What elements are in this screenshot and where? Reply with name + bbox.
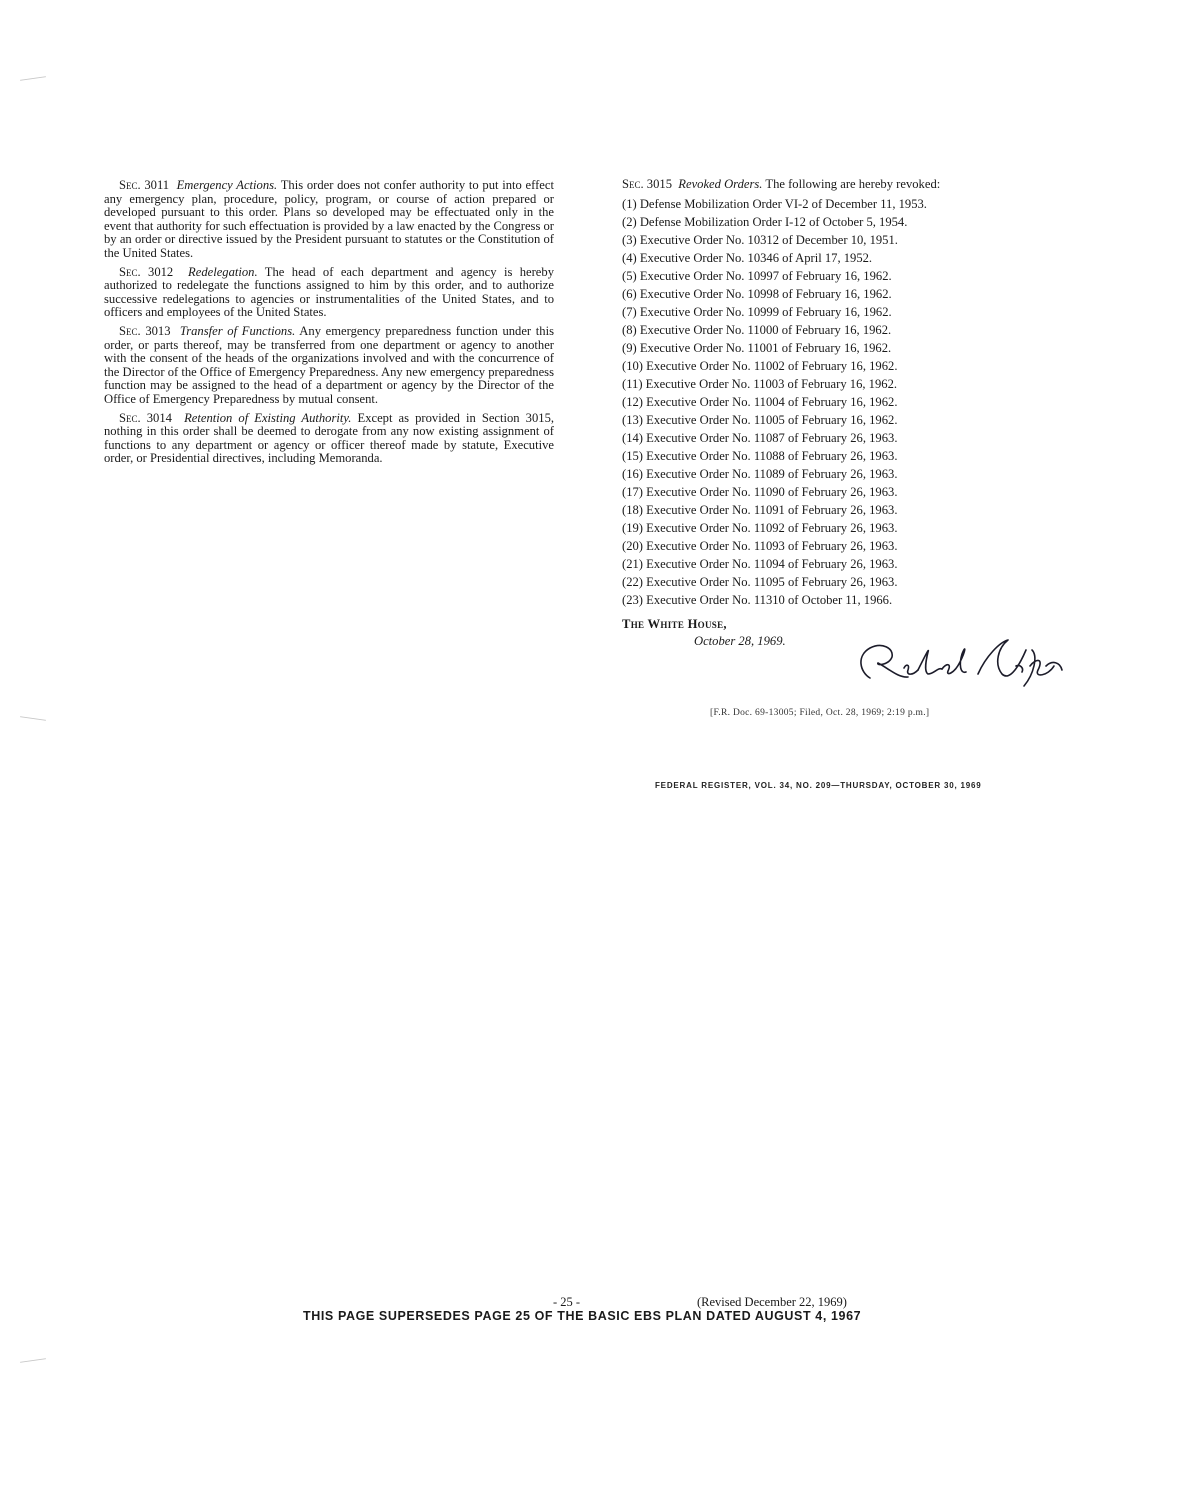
section-3014 xyxy=(104,412,554,466)
list-item: (11) Executive Order No. 11003 of February 16, 1962. xyxy=(622,377,898,391)
section-intro: The following are hereby revoked: xyxy=(765,177,941,191)
list-item: (4) Executive Order No. 10346 of April 17, 1952. xyxy=(622,251,873,265)
section-body: This order does not confer authority to put into effect any emergency plan, procedure, policy, program, or course of action prepared or developed pursuant to this order. Plans so developed may be effectuated only in the event that authority for such effectuation is provided by a law enacted by the Congress or by an order or directive issued by the President pursuant to statutes or the Constitution of the United States. xyxy=(104,178,554,260)
signature-image xyxy=(848,630,1068,692)
revoked-orders-list xyxy=(622,195,1052,609)
section-3011 xyxy=(104,179,554,261)
list-item: (20) Executive Order No. 11093 of February 26, 1963. xyxy=(622,539,898,553)
list-item: (6) Executive Order No. 10998 of February 16, 1962. xyxy=(622,287,892,301)
list-item: (19) Executive Order No. 11092 of February 26, 1963. xyxy=(622,521,898,535)
list-item: (13) Executive Order No. 11005 of February 16, 1962. xyxy=(622,413,898,427)
revision-date: (Revised December 22, 1969) xyxy=(697,1295,847,1309)
section-body: Any emergency preparedness function under this order, or parts thereof, may be transferred from one department or agency to another with the consent of the heads of the organizations involved and with the concurrence of the Director of the Office of Emergency Preparedness. Any new emergency preparedness function may be assigned to the head of a department or agency by the Director of the Office of Emergency Preparedness by mutual consent. xyxy=(104,323,554,406)
list-item: (21) Executive Order No. 11094 of February 26, 1963. xyxy=(622,557,898,571)
section-3015-heading xyxy=(622,176,1052,192)
section-number: Sec. 3011 xyxy=(119,178,170,192)
list-item: (2) Defense Mobilization Order I-12 of October 5, 1954. xyxy=(622,215,908,229)
list-item: (12) Executive Order No. 11004 of February 16, 1962. xyxy=(622,395,898,409)
section-heading: Retention of Existing Authority. xyxy=(184,410,352,425)
right-column xyxy=(622,176,1052,609)
section-number: Sec. 3014 xyxy=(119,410,172,425)
list-item: (1) Defense Mobilization Order VI-2 of December 11, 1953. xyxy=(622,197,927,211)
list-item: (14) Executive Order No. 11087 of February 26, 1963. xyxy=(622,431,898,445)
scan-mark xyxy=(20,1358,46,1363)
section-number: Sec. 3012 xyxy=(119,264,174,279)
scan-mark xyxy=(20,76,46,81)
section-number: Sec. 3015 xyxy=(622,177,672,191)
supersedes-notice: THIS PAGE SUPERSEDES PAGE 25 OF THE BASIC EBS PLAN DATED AUGUST 4, 1967 xyxy=(303,1309,862,1323)
fr-doc-line: [F.R. Doc. 69-13005; Filed, Oct. 28, 1969; 2:19 p.m.] xyxy=(710,708,930,718)
list-item: (17) Executive Order No. 11090 of February 26, 1963. xyxy=(622,485,898,499)
federal-register-footer: FEDERAL REGISTER, VOL. 34, NO. 209—THURSDAY, OCTOBER 30, 1969 xyxy=(655,781,982,790)
list-item: (7) Executive Order No. 10999 of February 16, 1962. xyxy=(622,305,892,319)
section-body: The head of each department and agency is hereby authorized to redelegate the functions assigned to him by this order, and to authorize successive redelegations to agencies or instrumentalities of the United States, and to officers and employees of the United States. xyxy=(104,264,554,320)
section-heading: Emergency Actions. xyxy=(176,178,278,192)
list-item: (16) Executive Order No. 11089 of February 26, 1963. xyxy=(622,467,898,481)
section-heading: Revoked Orders. xyxy=(678,177,763,191)
section-heading: Redelegation. xyxy=(188,264,258,279)
place-line: The White House, xyxy=(622,617,727,631)
list-item: (23) Executive Order No. 11310 of October 11, 1966. xyxy=(622,593,893,607)
scan-mark xyxy=(20,716,46,721)
section-heading: Transfer of Functions. xyxy=(179,323,296,338)
date-line: October 28, 1969. xyxy=(694,634,786,648)
section-3012 xyxy=(104,266,554,320)
list-item: (8) Executive Order No. 11000 of February 16, 1962. xyxy=(622,323,892,337)
list-item: (5) Executive Order No. 10997 of February 16, 1962. xyxy=(622,269,892,283)
list-item: (10) Executive Order No. 11002 of February 16, 1962. xyxy=(622,359,898,373)
signoff xyxy=(622,616,786,650)
section-body: Except as provided in Section 3015, nothing in this order shall be deemed to derogate from any now existing assignment of functions to any department or agency or officer thereof made by statute, Executive order, or Presidential directives, including Memoranda. xyxy=(104,410,555,466)
section-3013 xyxy=(104,325,554,407)
list-item: (18) Executive Order No. 11091 of February 26, 1963. xyxy=(622,503,898,517)
list-item: (15) Executive Order No. 11088 of February 26, 1963. xyxy=(622,449,898,463)
list-item: (3) Executive Order No. 10312 of December 10, 1951. xyxy=(622,233,898,247)
section-number: Sec. 3013 xyxy=(119,323,171,338)
list-item: (22) Executive Order No. 11095 of February 26, 1963. xyxy=(622,575,898,589)
list-item: (9) Executive Order No. 11001 of February 16, 1962. xyxy=(622,341,892,355)
left-column xyxy=(104,179,554,471)
page-number: - 25 - xyxy=(553,1295,581,1309)
